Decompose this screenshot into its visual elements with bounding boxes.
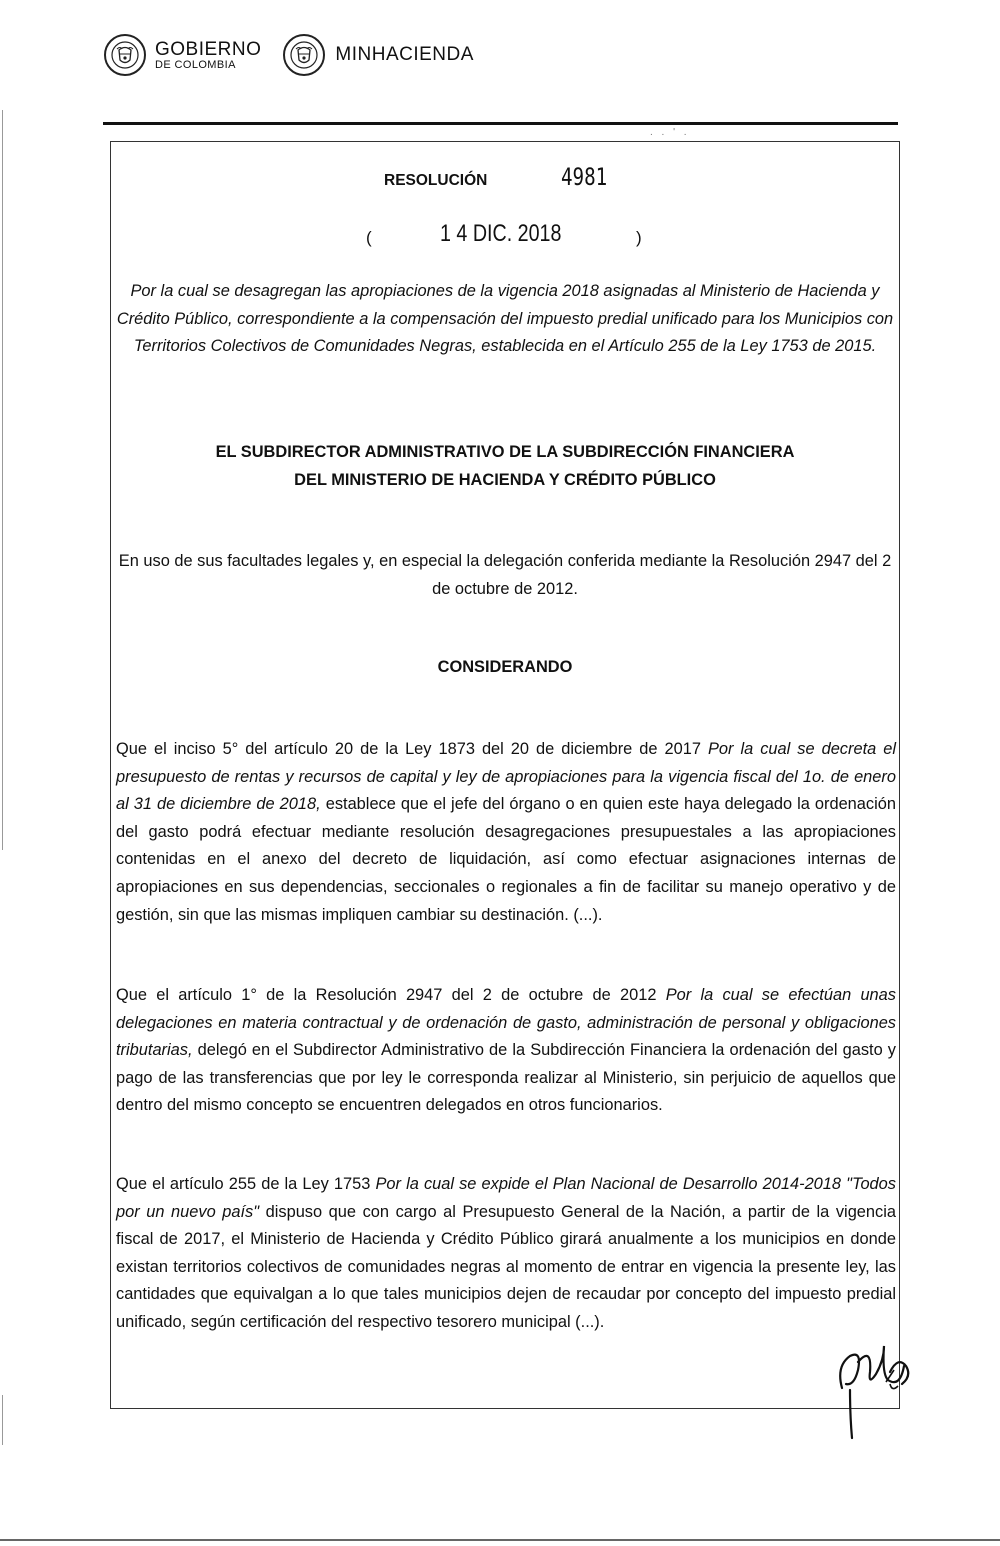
resolution-date: 1 4 DIC. 2018	[440, 220, 562, 247]
date-paren-open: (	[366, 228, 372, 247]
paragraph-2	[116, 982, 896, 1120]
paragraph-1	[116, 736, 896, 929]
paragraph-citation: Por la cual se expide el Plan Nacional de Desarrollo 2014-2018 "Todos por un nuevo país"	[116, 1175, 896, 1221]
header-rule	[103, 122, 898, 125]
paragraph-text: delegó en el Subdirector Administrativo de la Subdirección Financiera la ordenación del gasto y pago de las transferencias que por ley le corresponda realizar al Ministerio, sin perjuicio de aquellos que dentro del mismo concepto se encuentren delegados en otros funcionarios.	[116, 1041, 896, 1115]
letterhead	[104, 30, 474, 80]
ministry-name: MINHACIENDA	[335, 44, 474, 65]
scan-noise: . . ' .	[650, 127, 690, 138]
resolution-subtitle: Por la cual se desagregan las apropiaciones de la vigencia 2018 asignadas al Ministerio de Hacienda y Crédito Público, correspondiente a la compensación del impuesto predial unificado para los Municipios con Territorios Colectivos de Comunidades Negras, establecida en el Artículo 255 de la Ley 1753 de 2015.	[116, 282, 894, 355]
resolution-number: 4981	[561, 163, 608, 191]
paragraph-text: Que el artículo 255 de la Ley 1753	[116, 1175, 376, 1193]
considerando-heading: CONSIDERANDO	[437, 658, 573, 676]
resolution-label: RESOLUCIÓN	[384, 172, 488, 189]
signature-icon	[828, 1326, 918, 1446]
paragraph-text: establece que el jefe del órgano o en quien este haya delegado la ordenación del gasto podrá efectuar mediante resolución desagregaciones presupuestales a las apropiaciones contenidas en el anexo del decreto de liquidación, así como efectuar asignaciones internas de apropiaciones en sus dependencias, seccionales o regionales a fin de facilitar su manejo operativo y de gestión, sin que las mismas impliquen cambiar su destinación. (...).	[116, 795, 896, 924]
paragraph-citation: Por la cual se efectúan unas delegaciones en materia contractual y de ordenación de gasto, administración de personal y obligaciones tributarias,	[116, 986, 896, 1060]
scan-margin-line	[2, 110, 3, 850]
coat-of-arms-icon	[283, 34, 325, 76]
authority-line-1: EL SUBDIRECTOR ADMINISTRATIVO DE LA SUBDIRECCIÓN FINANCIERA	[215, 443, 795, 461]
government-name: GOBIERNO	[155, 38, 262, 60]
government-brand	[155, 40, 261, 71]
authority-line-2: DEL MINISTERIO DE HACIENDA Y CRÉDITO PÚBLICO	[294, 470, 716, 489]
paragraph-text: dispuso que con cargo al Presupuesto General de la Nación, a partir de la vigencia fiscal de 2017, el Ministerio de Hacienda y Crédito Público girará anualmente a los municipios en donde existan territorios colectivos de comunidades negras al momento de entrar en vigencia la presente ley, las cantidades que equivalgan a lo que tales municipios dejen de recaudar por concepto del impuesto predial unificado, según certificación del respectivo tesorero municipal (...).	[116, 1202, 896, 1331]
issuing-authority	[112, 439, 898, 494]
paragraph-text: Que el artículo 1° de la Resolución 2947 del 2 de octubre de 2012	[116, 986, 666, 1004]
legal-powers: En uso de sus facultades legales y, en especial la delegación conferida mediante la Resolución 2947 del 2 de octubre de 2012.	[118, 552, 892, 598]
scan-margin-line	[2, 1395, 3, 1445]
country-name: DE COLOMBIA	[155, 58, 236, 71]
date-paren-close: )	[636, 228, 642, 247]
scan-bottom-edge	[0, 1539, 1000, 1541]
paragraph-citation: Por la cual se decreta el presupuesto de rentas y recursos de capital y ley de apropiaciones para la vigencia fiscal del 1o. de enero al 31 de diciembre de 2018,	[116, 740, 896, 814]
resolution-date-row	[110, 220, 900, 254]
resolution-heading	[110, 163, 900, 197]
paragraph-3	[116, 1171, 896, 1337]
coat-of-arms-icon	[104, 34, 146, 76]
paragraph-text: Que el inciso 5° del artículo 20 de la Ley 1873 del 20 de diciembre de 2017	[116, 740, 708, 758]
